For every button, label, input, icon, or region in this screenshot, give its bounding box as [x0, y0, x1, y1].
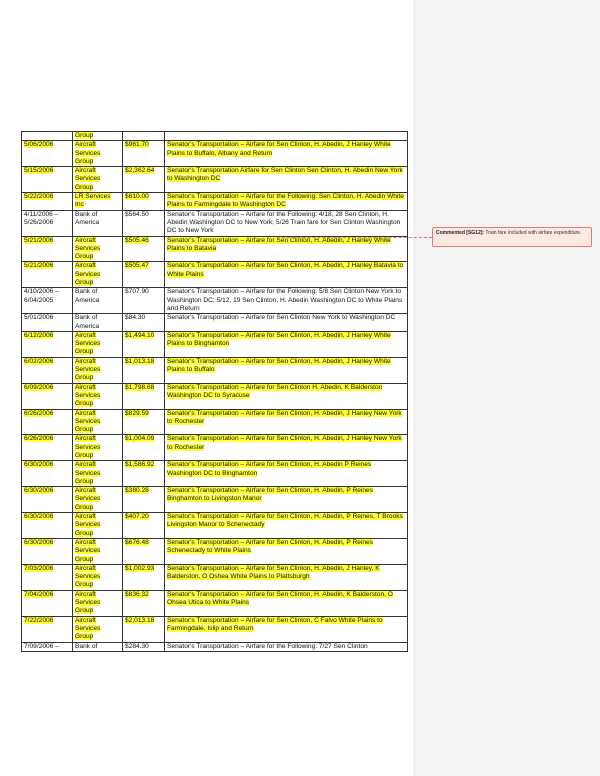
vendor-cell-text: Aircraft Services Group: [75, 357, 101, 382]
vendor-cell: [73, 590, 123, 616]
amount-cell-text: $407.20: [125, 513, 149, 521]
date-cell-text: 5/21/2006: [24, 262, 54, 270]
date-cell: [22, 141, 73, 167]
vendor-cell: [73, 210, 123, 236]
vendor-cell: [73, 383, 123, 409]
vendor-cell-text: Aircraft Services Group: [75, 487, 101, 511]
amount-cell-text: $676.48: [125, 538, 149, 546]
vendor-cell: [73, 487, 123, 513]
description-cell: [165, 513, 408, 539]
description-cell-text: Senator's Transportation – Airfare for Sen Clinton, H. Abedin, J Hanley White Plains to Binghamton: [167, 331, 391, 348]
comment-connector: [282, 237, 432, 238]
date-cell-text: 7/09/2006 –: [24, 642, 59, 650]
amount-cell-text: $505.46: [125, 236, 149, 244]
table-row: [22, 590, 408, 616]
vendor-cell: [73, 236, 123, 262]
table-row: [22, 409, 408, 435]
description-cell: [165, 314, 408, 332]
description-cell-text: Senator's Transportation – Airfare for the Following: 4/18, 28 Sen Clinton, H. Abedin Washington DC to New York; 5/26 Train fare for Sen Clinton Washington DC to New York: [167, 210, 401, 235]
table-row: [22, 236, 408, 262]
description-cell: [165, 262, 408, 288]
date-cell: [22, 331, 73, 357]
table-row: [22, 141, 408, 167]
vendor-cell-text: Aircraft Services Group: [75, 383, 101, 408]
date-cell-text: 6/26/2006: [24, 409, 54, 417]
vendor-cell-text: Aircraft Services Group: [75, 616, 101, 641]
description-cell-text: Senator's Transportation – Airfare for Sen Clinton New York to Washington DC: [167, 314, 396, 322]
amount-cell: [123, 616, 165, 642]
expense-table-body: [22, 132, 408, 652]
amount-cell: [123, 193, 165, 211]
amount-cell-text: $84.30: [125, 314, 146, 322]
description-cell: [165, 487, 408, 513]
date-cell-text: 7/04/2006: [24, 590, 54, 598]
description-cell-text: Senator's Transportation – Airfare for Sen Clinton H. Abedin, K Balderston Washington DC to Syracuse: [167, 383, 383, 399]
date-cell-text: 5/22/2006: [24, 193, 54, 201]
date-cell: [22, 262, 73, 288]
description-cell: [165, 461, 408, 487]
date-cell-text: 6/30/2006: [24, 461, 54, 469]
date-cell-text: 6/30/2006: [24, 513, 54, 521]
amount-cell: [123, 590, 165, 616]
vendor-cell-text: Bank of America: [75, 210, 100, 226]
amount-cell: [123, 461, 165, 487]
vendor-cell: [73, 262, 123, 288]
vendor-cell: [73, 357, 123, 383]
amount-cell: [123, 236, 165, 262]
table-row: [22, 132, 408, 141]
date-cell: [22, 167, 73, 193]
amount-cell: [123, 331, 165, 357]
date-cell: [22, 409, 73, 435]
vendor-cell-text: Aircraft Services Group: [75, 409, 101, 434]
vendor-cell: [73, 132, 123, 141]
description-cell-text: Senator's Transportation – Airfare for Sen Clinton, H. Abedin, P Reines Schenectady to White Plains: [167, 538, 374, 555]
date-cell: [22, 314, 73, 332]
vendor-cell: [73, 167, 123, 193]
amount-cell-text: $961.70: [125, 141, 149, 149]
amount-cell-text: $1,004.09: [125, 435, 155, 443]
amount-cell-text: $505.47: [125, 262, 149, 270]
table-row: [22, 461, 408, 487]
description-cell-text: Senator's Transportation – Airfare for Sen Clinton, H. Abedin P Reines Washington DC to Binghamton: [167, 461, 372, 477]
date-cell: [22, 461, 73, 487]
description-cell: [165, 564, 408, 590]
table-row: [22, 538, 408, 564]
date-cell: [22, 538, 73, 564]
date-cell: [22, 236, 73, 262]
vendor-cell: [73, 314, 123, 332]
comment-pane: [413, 0, 600, 776]
vendor-cell-text: Aircraft Services Group: [75, 590, 101, 615]
vendor-cell-text: Bank of: [75, 642, 98, 650]
description-cell: [165, 331, 408, 357]
description-cell: [165, 538, 408, 564]
date-cell: [22, 642, 73, 651]
date-cell-text: 5/21/2006: [24, 236, 54, 244]
amount-cell-text: $1,002.93: [125, 564, 155, 572]
vendor-cell: [73, 288, 123, 314]
description-cell-text: Senator's Transportation – Airfare for Sen Clinton, H. Abedin, J Hanley White Plains to Batavia: [167, 236, 391, 252]
description-cell-text: Senator's Transportation – Airfare for Sen Clinton, H. Abedin, K Balderston, O Ohsea Utica to White Plains: [167, 590, 393, 607]
amount-cell-text: $1,494.10: [125, 331, 155, 339]
vendor-cell-text: Bank of America: [75, 288, 100, 304]
description-cell-text: Senator's Transportation – Airfare for Sen Clinton, C Falvo White Plains to Farmingdale, Islip and Return: [167, 616, 383, 632]
vendor-cell: [73, 538, 123, 564]
date-cell-text: 6/26/2006: [24, 435, 54, 443]
date-cell-text: 4/10/2006 – 6/04/2005: [24, 288, 59, 304]
description-cell: [165, 210, 408, 236]
amount-cell: [123, 314, 165, 332]
description-cell: [165, 193, 408, 211]
table-row: [22, 513, 408, 539]
date-cell-text: 6/30/2006: [24, 487, 54, 495]
amount-cell-text: $2,013.18: [125, 616, 155, 624]
table-row: [22, 616, 408, 642]
description-cell-text: Senator's Transportation – Airfare for the Following: 5/8 Sen Clinton New York to Washington DC; 5/12, 19 Sen Clinton, H. Abedin Washington DC to White Plains and Return: [167, 288, 403, 312]
vendor-cell: [73, 331, 123, 357]
amount-cell-text: $284.30: [125, 642, 149, 650]
table-row: [22, 357, 408, 383]
vendor-cell: [73, 409, 123, 435]
comment-author: Commented [SG12]:: [436, 230, 485, 236]
date-cell: [22, 193, 73, 211]
date-cell: [22, 132, 73, 141]
date-cell: [22, 210, 73, 236]
description-cell-text: Senator's Transportation – Airfare for the Following: 7/27 Sen Clinton: [167, 642, 368, 650]
date-cell-text: 4/11/2006 – 5/26/2006: [24, 210, 59, 226]
description-cell: [165, 236, 408, 262]
amount-cell-text: $707.90: [125, 288, 149, 296]
amount-cell: [123, 262, 165, 288]
date-cell: [22, 383, 73, 409]
date-cell-text: 5/01/2006: [24, 314, 54, 322]
amount-cell-text: $1,586.92: [125, 461, 155, 469]
vendor-cell-text: Aircraft Services Group: [75, 331, 101, 356]
comment-bubble[interactable]: [432, 227, 592, 247]
description-cell-text: Senator's Transportation – Airfare for Sen Clinton, H. Abedin, J Hanley Batavia to White Plains: [167, 262, 404, 278]
amount-cell: [123, 167, 165, 193]
amount-cell: [123, 132, 165, 141]
vendor-cell-text: Aircraft Services Group: [75, 564, 101, 589]
description-cell: [165, 409, 408, 435]
description-cell: [165, 167, 408, 193]
amount-cell-text: $1,798.68: [125, 383, 155, 391]
amount-cell: [123, 564, 165, 590]
table-row: [22, 383, 408, 409]
amount-cell: [123, 642, 165, 651]
amount-cell-text: $610.00: [125, 193, 149, 201]
amount-cell: [123, 210, 165, 236]
description-cell: [165, 288, 408, 314]
table-row: [22, 288, 408, 314]
date-cell-text: 7/22/2006: [24, 616, 54, 624]
date-cell: [22, 357, 73, 383]
description-cell: [165, 590, 408, 616]
amount-cell: [123, 288, 165, 314]
description-cell-text: Senator's Transportation – Airfare for Sen Clinton, H. Abedin, J Hanley White Plains to Buffalo: [167, 357, 391, 374]
vendor-cell: [73, 141, 123, 167]
vendor-cell: [73, 513, 123, 539]
vendor-cell-text: Group: [75, 132, 94, 139]
vendor-cell: [73, 642, 123, 651]
amount-cell: [123, 409, 165, 435]
date-cell-text: 6/30/2006: [24, 538, 54, 546]
description-cell: [165, 141, 408, 167]
description-cell: [165, 642, 408, 651]
date-cell: [22, 590, 73, 616]
table-row: [22, 435, 408, 461]
table-row: [22, 564, 408, 590]
description-cell-text: Senator's Transportation – Airfare for Sen Clinton, H. Abedin, J Hanley New York to Rochester: [167, 435, 402, 451]
description-cell-text: Senator's Transportation – Airfare for Sen Clinton, H. Abedin, P Reines, T Brooks Livingston Manor to Schenectady: [167, 513, 403, 529]
amount-cell-text: $564.50: [125, 210, 149, 218]
vendor-cell-text: Aircraft Services Group: [75, 435, 101, 459]
vendor-cell-text: Aircraft Services Group: [75, 461, 101, 485]
amount-cell-text: $1,013.18: [125, 357, 155, 365]
description-cell-text: Senator's Transportation – Airfare for Sen Clinton, H. Abedin, J Hanley New York to Rochester: [167, 409, 402, 425]
comment-text: Train fare included with airfare expenditure.: [485, 230, 582, 236]
date-cell-text: 5/15/2006: [24, 167, 54, 175]
date-cell: [22, 564, 73, 590]
table-row: [22, 210, 408, 236]
table-row: [22, 167, 408, 193]
vendor-cell: [73, 435, 123, 461]
amount-cell-text: $829.59: [125, 409, 149, 417]
description-cell-text: Senator's Transportation – Airfare for Sen Clinton, H. Abedin, J Hanley White Plains to Buffalo, Albany and Return: [167, 141, 391, 157]
vendor-cell: [73, 616, 123, 642]
vendor-cell: [73, 564, 123, 590]
date-cell-text: 5/06/2006: [24, 141, 54, 149]
vendor-cell-text: Aircraft Services Group: [75, 141, 101, 165]
vendor-cell: [73, 461, 123, 487]
table-row: [22, 487, 408, 513]
date-cell: [22, 435, 73, 461]
description-cell: [165, 616, 408, 642]
amount-cell: [123, 357, 165, 383]
date-cell-text: 6/12/2006: [24, 331, 54, 339]
table-row: [22, 642, 408, 651]
date-cell: [22, 288, 73, 314]
amount-cell-text: $836.32: [125, 590, 149, 598]
vendor-cell-text: LR Services Inc: [75, 193, 111, 209]
date-cell-text: 6/02/2006: [24, 357, 54, 365]
description-cell: [165, 357, 408, 383]
table-row: [22, 331, 408, 357]
description-cell-text: Senator's Transportation Airfare for Sen Clinton Sen Clinton, H. Abedin New York to Washington DC: [167, 167, 403, 183]
date-cell: [22, 616, 73, 642]
amount-cell: [123, 538, 165, 564]
table-row: [22, 193, 408, 211]
date-cell-text: 7/03/2006: [24, 564, 54, 572]
date-cell-text: 6/09/2006: [24, 383, 54, 391]
amount-cell-text: $2,362.64: [125, 167, 155, 175]
amount-cell: [123, 383, 165, 409]
vendor-cell-text: Aircraft Services Group: [75, 236, 101, 261]
expense-table: [21, 131, 408, 652]
table-row: [22, 262, 408, 288]
vendor-cell-text: Aircraft Services Group: [75, 262, 101, 287]
description-cell-text: Senator's Transportation – Airfare for Sen Clinton, H. Abedin, P Reines Binghamton to Livingston Manor: [167, 487, 374, 503]
table-row: [22, 314, 408, 332]
description-cell-text: Senator's Transportation – Airfare for the Following: Sen Clinton, H. Abedin White Plains to Farmingdale to Washington DC: [167, 193, 404, 209]
description-cell: [165, 132, 408, 141]
amount-cell: [123, 487, 165, 513]
description-cell: [165, 435, 408, 461]
vendor-cell: [73, 193, 123, 211]
description-cell-text: Senator's Transportation – Airfare for Sen Clinton, H. Abedin, J Hanley, K Balderston, O Oshea White Plains to Plattsburgh: [167, 564, 380, 581]
description-cell: [165, 383, 408, 409]
amount-cell: [123, 435, 165, 461]
amount-cell-text: $380.28: [125, 487, 149, 495]
amount-cell: [123, 513, 165, 539]
amount-cell: [123, 141, 165, 167]
vendor-cell-text: Aircraft Services Group: [75, 167, 101, 191]
vendor-cell-text: Aircraft Services Group: [75, 538, 101, 563]
date-cell: [22, 487, 73, 513]
vendor-cell-text: Bank of America: [75, 314, 100, 330]
vendor-cell-text: Aircraft Services Group: [75, 513, 101, 537]
date-cell: [22, 513, 73, 539]
